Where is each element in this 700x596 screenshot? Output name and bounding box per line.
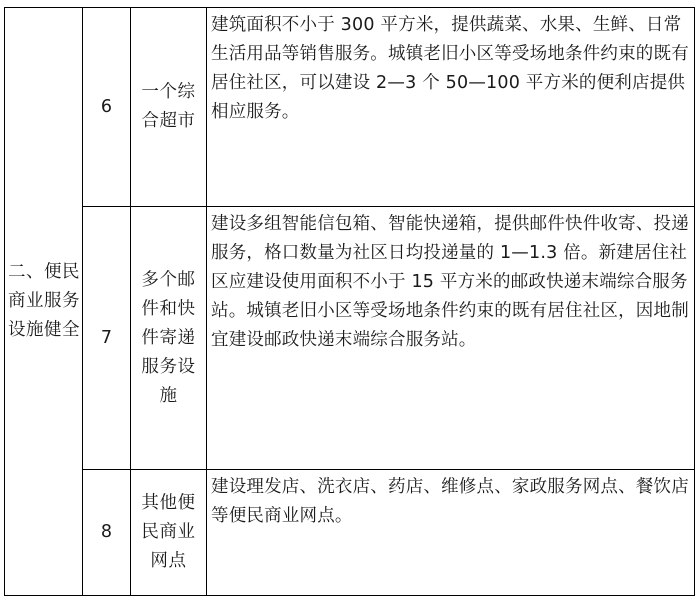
item-name: 一个综合超市 (131, 8, 207, 207)
facility-standards-table (4, 7, 695, 596)
item-description: 建设多组智能信包箱、智能快递箱，提供邮件快件收寄、投递服务，格口数量为社区日均投递量的 1—1.3 倍。新建居住社区应建设使用面积不小于 15 平方米的邮政快递末端综合服务站。城镇老旧小区等受场地条件约束的既有居住社区，因地制宜建设邮政快递末端综合服务站。 (207, 207, 695, 470)
category-cell: 二、便民商业服务设施健全 (5, 8, 83, 596)
table-row (5, 207, 695, 470)
row-number: 8 (83, 470, 131, 596)
row-number: 6 (83, 8, 131, 207)
item-description: 建筑面积不小于 300 平方米，提供蔬菜、水果、生鲜、日常生活用品等销售服务。城镇老旧小区等受场地条件约束的既有居住社区，可以建设 2—3 个 50—100 平方米的便利店提供相应服务。 (207, 8, 695, 207)
item-name: 其他便民商业网点 (131, 470, 207, 596)
row-number: 7 (83, 207, 131, 470)
table-row (5, 470, 695, 596)
item-name: 多个邮件和快件寄递服务设施 (131, 207, 207, 470)
table-row (5, 8, 695, 207)
item-description: 建设理发店、洗衣店、药店、维修点、家政服务网点、餐饮店等便民商业网点。 (207, 470, 695, 596)
